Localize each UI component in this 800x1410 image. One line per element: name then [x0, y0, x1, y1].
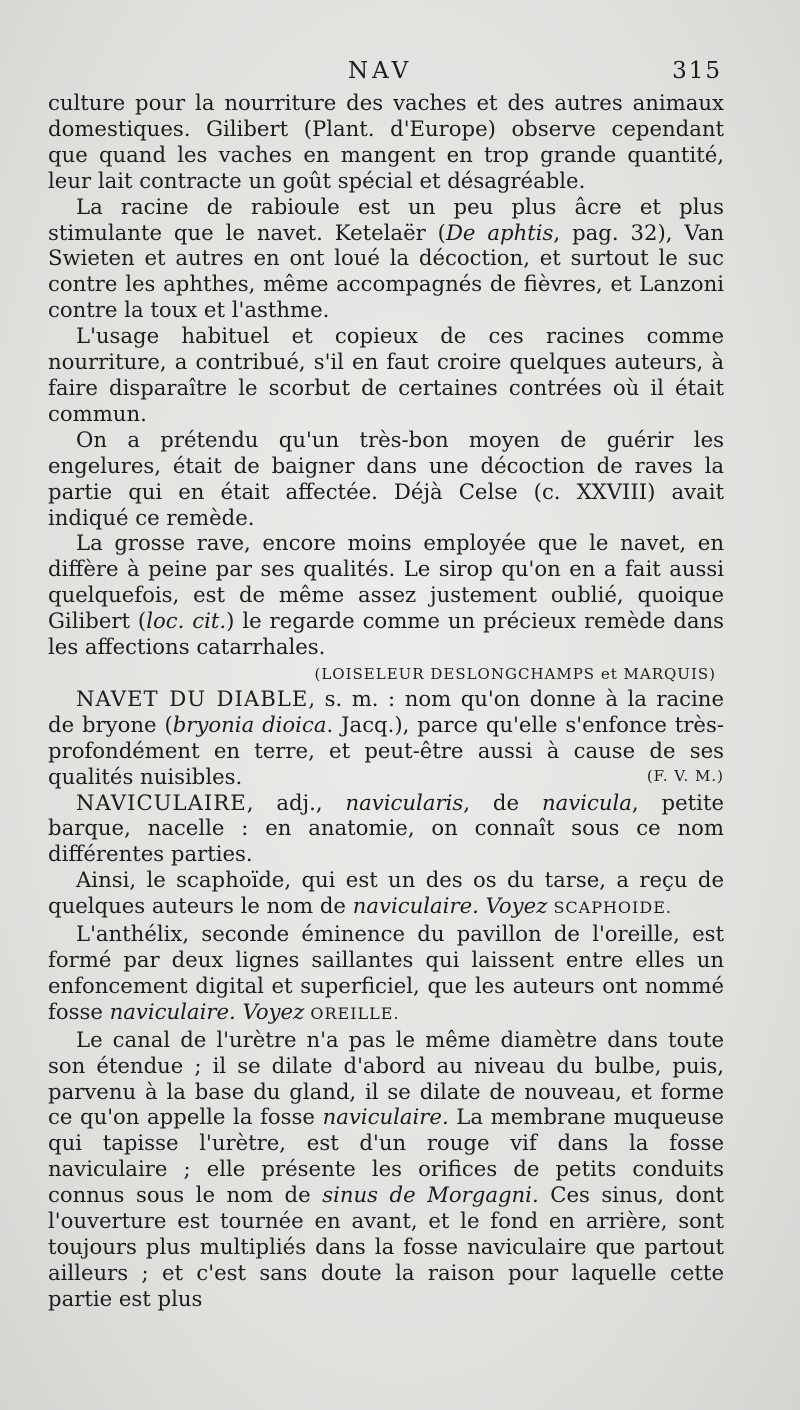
italic-term: naviculaire. [322, 1104, 449, 1130]
italic-term: sinus de Morgagni. [322, 1182, 539, 1208]
text-run: , de [463, 789, 542, 815]
italic-latin-term: navicularis [345, 789, 464, 815]
italic-title: De aphtis [445, 219, 554, 245]
entry-navet-du-diable [48, 686, 724, 790]
cross-reference: OREILLE. [304, 1003, 400, 1023]
italic-ref: loc. cit. [146, 608, 227, 634]
paragraph-uretre [48, 1027, 724, 1312]
paragraph-anthelix [48, 921, 724, 1027]
italic-term: naviculaire. Voyez [109, 998, 305, 1024]
text-run: La membrane muqueuse qui tapisse l'urètre, est d'un rouge vif dans la fosse naviculaire ; elle présente les orifices de petits conduits connus sous le nom de [48, 1104, 724, 1208]
text-run: Ainsi, le scaphoïde, qui est un des os du tarse, a reçu de quelques auteurs le nom de [48, 867, 724, 919]
text-run: , s. m. : nom qu'on donne à la racine de bryone ( [48, 685, 724, 737]
text-run: L'anthélix, seconde éminence du pavillon de l'oreille, est formé par deux lignes saillantes qui laissent entre elles un enfoncement digital et superficiel, que les auteurs ont nommé fosse [48, 921, 724, 1024]
paragraph-grosse-rave [48, 530, 724, 660]
text-run: . Jacq.), parce qu'elle s'enfonce très-profondément en terre, et peut-être aussi à cause de ses qualités nuisibles. [48, 711, 724, 789]
author-signature: (LOISELEUR DESLONGCHAMPS et MARQUIS) [314, 664, 716, 683]
paragraph-rabioule [48, 194, 724, 324]
entry-headword: NAVICULAIRE [76, 789, 247, 815]
italic-term: naviculaire. Voyez [352, 893, 548, 919]
text-run: , pag. 32), Van Swieten et autres en ont loué la décoction, et surtout le suc contre les aphthes, même accompagnés de fièvres, et Lanzoni contre la toux et l'asthme. [48, 219, 725, 323]
text-run: Ces sinus, dont l'ouverture est tournée en avant, et le fond en arrière, sont toujours plus multipliés dans la fosse naviculaire que partout ailleurs ; et c'est sans doute la raison pour laquelle cette partie est plus [48, 1182, 724, 1311]
entry-headword: NAVET DU DIABLE [76, 685, 309, 711]
cross-reference: SCAPHOIDE. [547, 898, 672, 918]
paragraph-culture: culture pour la nourriture des vaches et des autres animaux domestiques. Gilibert (Plant. d'Europe) observe cependant que quand les vaches en mangent en trop grande quantité, leur lait contracte un goût spécial et désagréable. [48, 90, 724, 193]
text-run: , petite barque, nacelle : en anatomie, on connaît sous ce nom différentes parties. [48, 789, 724, 867]
running-head: NAV [348, 58, 413, 84]
paragraph-engelures: On a prétendu qu'un très-bon moyen de guérir les engelures, était de baigner dans une décoction de raves la partie qui en était affectée. Déjà Celse (c. XXVIII) avait indiqué ce remède. [48, 426, 724, 530]
paragraph-scaphoide [48, 867, 724, 921]
page-body [48, 90, 724, 1312]
page-number: 315 [672, 58, 722, 84]
text-run: ) le regarde comme un précieux remède dans les affections catarrhales. [48, 608, 724, 660]
italic-latin-term: navicula [541, 789, 632, 815]
italic-latin-name: bryonia dioica [172, 711, 327, 737]
text-run: Le canal de l'urètre n'a pas le même diamètre dans toute son étendue ; il se dilate d'abord au niveau du bulbe, puis, parvenu à la base du gland, il se dilate de nouveau, et forme ce qu'on appelle la fosse [48, 1026, 724, 1130]
page-header [48, 58, 722, 92]
entry-naviculaire [48, 790, 724, 868]
text-run: , adj., [246, 789, 346, 815]
author-signature: (F. V. M.) [646, 766, 724, 785]
text-run: La grosse rave, encore moins employée que le navet, en diffère à peine par ses qualités. Le sirop qu'on en a fait aussi quelquefois, est de même assez justement oublié, quoique Gilibert ( [48, 530, 724, 634]
paragraph-usage: L'usage habituel et copieux de ces racines comme nourriture, a contribué, s'il en faut croire quelques auteurs, à faire disparaître le scorbut de certaines contrées où il était commun. [48, 323, 724, 426]
text-run: La racine de rabioule est un peu plus âcre et plus stimulante que le navet. Ketelaër ( [48, 193, 724, 245]
